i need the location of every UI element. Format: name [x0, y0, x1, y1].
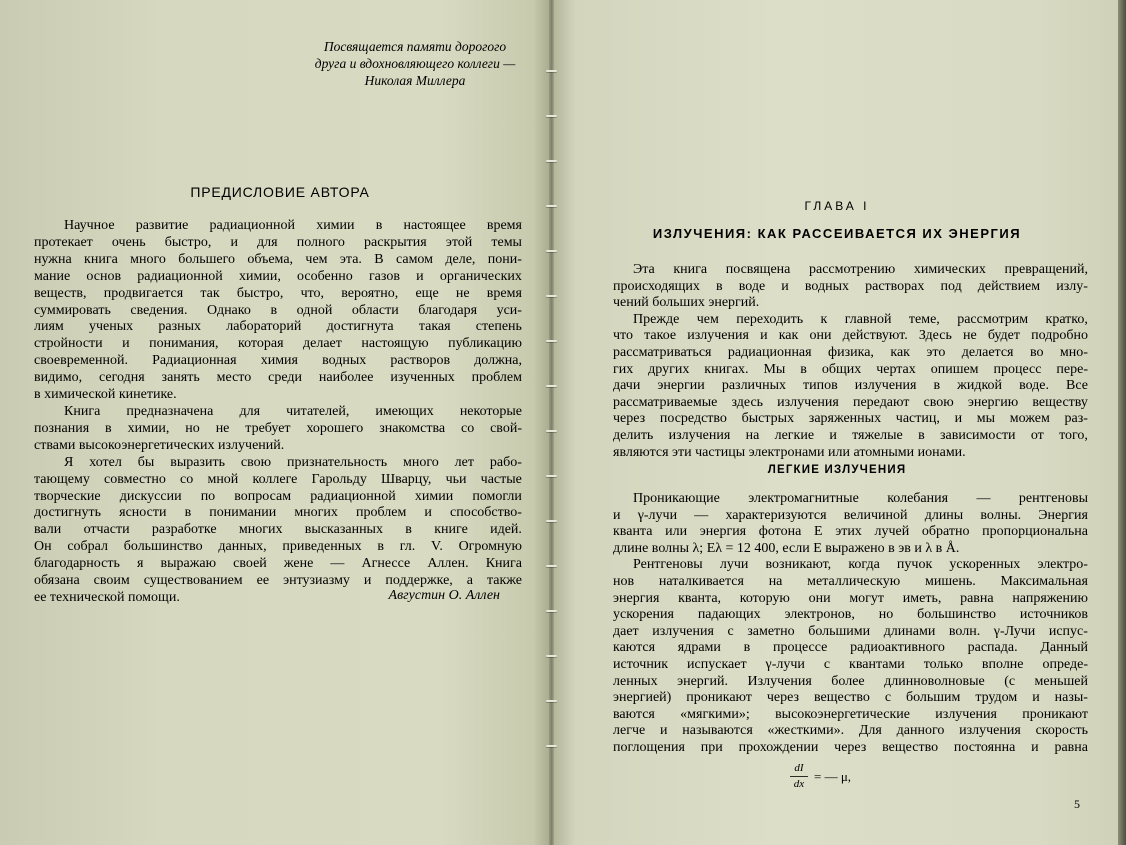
- text-line: Он собрал большинство данных, приведенных в гл. V. Огромную: [34, 539, 522, 555]
- text-line: поглощения при прохождении через вещество постоянна и равна: [613, 739, 1088, 755]
- binding-stitch: [546, 70, 557, 72]
- text-line: через посредство быстрых заряженных частиц, и мы можем раз-: [613, 411, 1088, 427]
- text-line: ленных энергий. Излучения более длинноволновые (с меньшей: [613, 673, 1088, 689]
- section-body-text: [613, 491, 1088, 757]
- text-line: Я хотел бы выразить свою признательность много лет рабо-: [64, 454, 522, 470]
- binding-stitch: [546, 565, 557, 567]
- formula-fraction: [790, 762, 808, 791]
- text-line: Рентгеновы лучи возникают, когда пучок ускоренных электро-: [633, 557, 1088, 573]
- text-line: являются эти частицы электронами или атомными ионами.: [613, 444, 966, 460]
- binding-stitch: [546, 385, 557, 387]
- text-line: что такое излучения и как они действуют. Здесь не будет подробно: [613, 328, 1088, 344]
- binding-stitch: [546, 160, 557, 162]
- text-line: Прежде чем переходить к главной теме, рассмотрим кратко,: [633, 311, 1088, 327]
- binding-stitch: [546, 430, 557, 432]
- text-line: лиям ученых разных лабораторий достигнута такая степень: [34, 319, 522, 335]
- text-line: Книга предназначена для читателей, имеющих некоторые: [64, 403, 522, 419]
- text-line: дает излучения с заметно большими длинами волн. γ-Лучи испус-: [613, 623, 1088, 639]
- formula-denominator: dx: [793, 778, 805, 790]
- binding-stitch: [546, 250, 557, 252]
- chapter-label: ГЛАВА I: [804, 199, 870, 213]
- text-line: ее технической помощи.: [34, 589, 180, 605]
- text-line: энергия кванта, которую они могут иметь, равна напряжению: [613, 590, 1088, 606]
- text-line: обязана своим существованием ее энтузиазму и поддержке, а также: [34, 573, 522, 589]
- text-line: достигнуть ясности в понимании многих проблем и способство-: [34, 505, 522, 521]
- text-line: мание основ радиационной химии, особенно газов и органических: [34, 268, 522, 284]
- text-line: творческие дискуссии по вопросам радиационной химии помогли: [34, 488, 522, 504]
- binding-stitch: [546, 520, 557, 522]
- text-line: в химической кинетике.: [34, 387, 177, 403]
- text-line: легче и называются «жесткими». Для данного излучения скорость: [613, 723, 1088, 739]
- dedication-line: Посвящается памяти дорогого: [323, 39, 507, 54]
- formula-numerator: dI: [794, 762, 804, 774]
- text-line: кванта или энергия фотона E этих лучей обратно пропорциональна: [613, 524, 1088, 540]
- chapter-title: ИЗЛУЧЕНИЯ: КАК РАССЕИВАЕТСЯ ИХ ЭНЕРГИЯ: [652, 226, 1022, 241]
- dedication-line: Николая Миллера: [364, 73, 466, 88]
- text-line: стройности и понимания, которая делает настоящую публикацию: [34, 336, 522, 352]
- binding-stitch: [546, 115, 557, 117]
- text-line: источник испускает γ-лучи с квантами только вполне опреде-: [613, 656, 1088, 672]
- text-line: происходящих в воде и водных растворах под действием излу-: [613, 278, 1088, 294]
- binding-stitch: [546, 295, 557, 297]
- text-line: суммировать сведения. Однако в одной области благодаря уси-: [34, 302, 522, 318]
- text-line: Проникающие электромагнитные колебания — рентгеновы: [633, 491, 1088, 506]
- page-edge: [1118, 0, 1126, 845]
- text-line: вали отчасти разработке многих высказанных в книге идей.: [34, 522, 522, 538]
- text-line: Научное развитие радиационной химии в настоящее время: [64, 218, 522, 233]
- text-line: своевременной. Радиационная химия водных растворов должна,: [34, 353, 522, 369]
- preface-title: ПРЕДИСЛОВИЕ АВТОРА: [190, 184, 370, 200]
- text-line: благодарность я выражаю своей жене — Агнессе Аллен. Книга: [34, 556, 522, 572]
- page-number: 5: [1074, 797, 1080, 811]
- dedication-line: друга и вдохновляющего коллеги —: [314, 56, 516, 71]
- text-line: чений больших энергий.: [613, 295, 760, 311]
- chapter-intro-text: [613, 262, 1088, 461]
- text-line: веществ, продвигается так быстро, что, вероятно, еще не время: [34, 285, 522, 301]
- text-line: видимо, сегодня занять место среди наиболее изученных проблем: [34, 370, 522, 386]
- text-line: рассматриваемые здесь излучения передают свою энергию веществу: [613, 394, 1088, 410]
- text-line: гих других книгах. Мы в общих чертах опишем процесс пере-: [613, 361, 1088, 377]
- author-signature: Августин О. Аллен: [388, 588, 500, 603]
- text-line: нужна книга много большего объема, чем эта. В самом деле, пони-: [34, 251, 522, 267]
- book-gutter: [549, 0, 554, 845]
- text-line: и γ-лучи — характеризуются величиной длины волны. Энергия: [613, 507, 1088, 523]
- text-line: нов наталкивается на металлическую мишень. Максимальная: [613, 573, 1088, 589]
- fraction-bar: [790, 776, 808, 777]
- text-line: ваются «мягкими»; высокоэнергетические излучения проникают: [613, 706, 1088, 722]
- text-line: делить излучения на легкие и тяжелые в зависимости от того,: [613, 427, 1088, 443]
- section-heading: ЛЕГКИЕ ИЗЛУЧЕНИЯ: [767, 464, 907, 476]
- text-line: дачи энергии различных типов излучения в жидкой воде. Все: [613, 378, 1088, 394]
- binding-stitch: [546, 655, 557, 657]
- text-line: каются ядрами в процессе радиоактивного распада. Данный: [613, 640, 1088, 656]
- binding-stitch: [546, 340, 557, 342]
- binding-stitch: [546, 745, 557, 747]
- text-line: познания в химии, но не требует хорошего знакомства со свой-: [34, 420, 522, 436]
- text-line: ствами высокоэнергетических излучений.: [34, 437, 285, 453]
- text-line: ускорения падающих электронов, но большинство источников: [613, 607, 1088, 623]
- text-line: протекает очень быстро, и для полного раскрытия этой темы: [34, 234, 522, 250]
- binding-stitch: [546, 610, 557, 612]
- text-line: рассматриваться радиационная физика, как это делается во мно-: [613, 344, 1088, 360]
- text-line: энергией) проникают через вещество с большим трудом и назы-: [613, 690, 1088, 706]
- text-line: тающему совместно со мной коллеге Гарольду Шварцу, чьи частые: [34, 471, 522, 487]
- formula-rhs: = — μ,: [814, 768, 852, 784]
- dedication: [290, 38, 540, 89]
- formula: [790, 762, 851, 791]
- text-line: Эта книга посвящена рассмотрению химических превращений,: [633, 262, 1088, 277]
- text-line: длине волны λ; Eλ = 12 400, если E выражено в эв и λ в Å.: [613, 540, 960, 556]
- binding-stitch: [546, 700, 557, 702]
- preface-body: [34, 218, 522, 607]
